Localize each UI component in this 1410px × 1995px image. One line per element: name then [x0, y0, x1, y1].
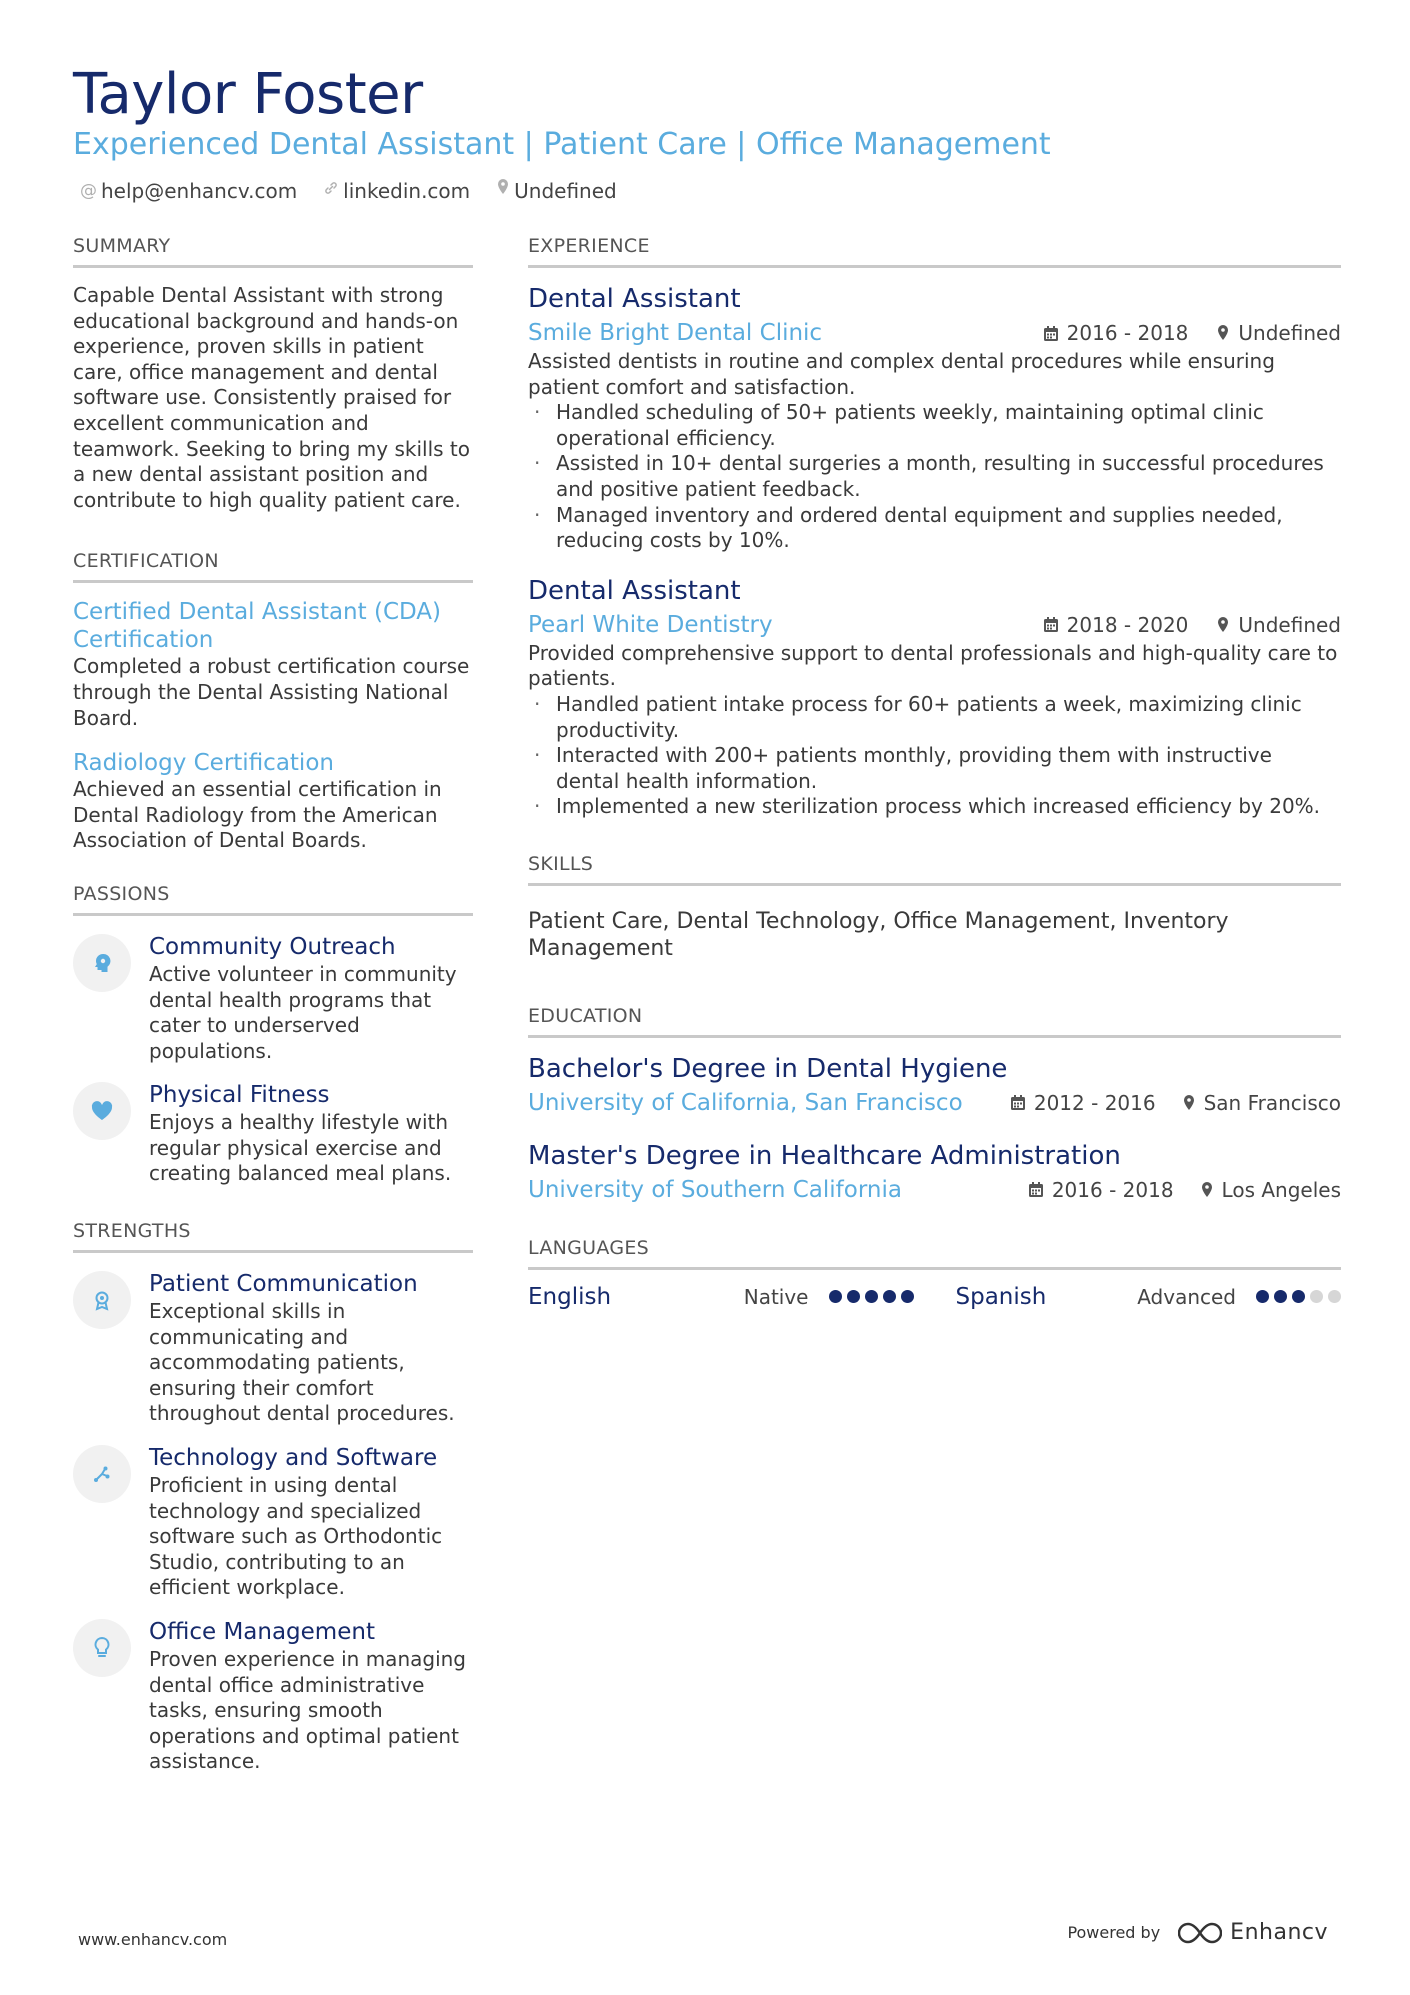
company-name: Pearl White Dentistry	[528, 611, 773, 638]
education-section	[528, 1002, 1341, 1206]
candidate-name: Taylor Foster	[73, 62, 423, 127]
bullet-item: · Handled patient intake process for 60+ patients a week, maximizing clinic productivity.	[528, 692, 1341, 743]
rating-dot-filled	[883, 1290, 896, 1303]
at-icon: @	[80, 181, 97, 201]
certification-section	[73, 547, 473, 854]
school-name: University of Southern California	[528, 1176, 902, 1203]
headline: Experienced Dental Assistant | Patient Care | Office Management	[73, 127, 1051, 162]
skills-text: Patient Care, Dental Technology, Office Management, Inventory Management	[528, 908, 1229, 961]
passions-section	[73, 880, 473, 1187]
passion-title: Physical Fitness	[149, 1082, 330, 1109]
passion-title: Community Outreach	[149, 933, 396, 960]
calendar-icon	[1043, 325, 1059, 342]
job-description: Provided comprehensive support to dental professionals and high-quality care to patients.	[528, 640, 1338, 691]
degree-title: Master's Degree in Healthcare Administration	[528, 1140, 1121, 1171]
job-title: Dental Assistant	[528, 575, 741, 606]
certification-item	[73, 598, 473, 731]
location-text: Undefined	[514, 179, 617, 203]
company-name: Smile Bright Dental Clinic	[528, 320, 823, 346]
languages-section	[528, 1234, 1341, 1310]
language-level: Native	[743, 1284, 809, 1309]
infinity-logo-icon	[1178, 1921, 1222, 1945]
certification-text: Completed a robust certification course through the Dental Assisting National Board.	[73, 654, 470, 730]
section-title: EXPERIENCE	[528, 232, 1341, 268]
job-description: Assisted dentists in routine and complex dental procedures while ensuring patient comfort and satisfaction.	[528, 349, 1275, 399]
rating-dot-filled	[1292, 1290, 1305, 1303]
bullet-item: · Assisted in 10+ dental surgeries a month, resulting in successful procedures and positive patient feedback.	[528, 451, 1341, 502]
rating-dot-filled	[1274, 1290, 1287, 1303]
lightbulb-icon	[73, 1619, 131, 1677]
location-pin-icon	[1200, 1181, 1214, 1199]
powered-by-text: Powered by	[1067, 1923, 1161, 1942]
location-pin-icon	[1182, 1094, 1196, 1112]
rating-dot-filled	[901, 1290, 914, 1303]
education-location: Los Angeles	[1200, 1178, 1341, 1202]
location-pin-icon	[1216, 324, 1230, 342]
job-entry	[528, 282, 1341, 554]
education-entry	[528, 1139, 1341, 1206]
rating-dot-empty	[1310, 1290, 1323, 1303]
rating-dot-filled	[829, 1290, 842, 1303]
language-name: English	[528, 1283, 612, 1310]
bullet-item: · Interacted with 200+ patients monthly, providing them with instructive dental health information.	[528, 743, 1341, 794]
location-pin-icon	[496, 176, 510, 206]
summary-section	[73, 232, 473, 513]
tech-icon	[73, 1445, 131, 1503]
heart-icon	[73, 1082, 131, 1140]
head-icon	[73, 934, 131, 992]
section-title: PASSIONS	[73, 880, 473, 916]
certification-title: Certified Dental Assistant (CDA) Certification	[73, 599, 442, 654]
bullet-item: · Implemented a new sterilization process which increased efficiency by 20%.	[528, 794, 1341, 820]
brand-name: Enhancv	[1230, 1920, 1328, 1945]
strength-text: Proven experience in managing dental office administrative tasks, ensuring smooth operations and optimal patient assistance.	[149, 1647, 466, 1774]
education-dates: 2012 - 2016	[1010, 1091, 1156, 1115]
section-title: SKILLS	[528, 850, 1341, 886]
footer-website[interactable]: www.enhancv.com	[78, 1930, 228, 1949]
right-column	[528, 232, 1341, 1340]
language-rating	[1256, 1290, 1341, 1303]
degree-title: Bachelor's Degree in Dental Hygiene	[528, 1053, 1008, 1084]
education-location: San Francisco	[1182, 1091, 1341, 1115]
calendar-icon	[1010, 1094, 1026, 1111]
award-icon	[73, 1271, 131, 1329]
certification-text: Achieved an essential certification in Dental Radiology from the American Association of Dental Boards.	[73, 777, 442, 853]
section-title: EDUCATION	[528, 1002, 1341, 1038]
education-dates: 2016 - 2018	[1028, 1178, 1174, 1202]
left-column	[73, 232, 473, 1809]
strength-text: Exceptional skills in communicating and accommodating patients, ensuring their comfort throughout dental procedures.	[149, 1299, 455, 1426]
school-name: University of California, San Francisco	[528, 1089, 963, 1116]
job-dates: 2018 - 2020	[1043, 613, 1189, 637]
strength-title: Office Management	[149, 1619, 375, 1645]
section-title: STRENGTHS	[73, 1217, 473, 1253]
job-location: Undefined	[1216, 321, 1341, 345]
skills-section	[528, 850, 1341, 962]
bullet-item: · Managed inventory and ordered dental equipment and supplies needed, reducing costs by 10%.	[528, 503, 1341, 554]
languages-row	[528, 1284, 1341, 1310]
rating-dot-filled	[847, 1290, 860, 1303]
brand-logo[interactable]	[1178, 1920, 1328, 1945]
link-icon	[323, 176, 339, 206]
certification-title: Radiology Certification	[73, 750, 334, 777]
linkedin-text: linkedin.com	[343, 179, 471, 203]
calendar-icon	[1028, 1181, 1044, 1198]
summary-text: Capable Dental Assistant with strong educational background and hands-on experience, proven skills in patient care, office management and dental software use. Consistently praised for excellent communication and teamwork. Seeking to bring my skills to a new dental assistant position and contribute to high quality patient care.	[73, 283, 471, 512]
rating-dot-filled	[1256, 1290, 1269, 1303]
job-bullets	[528, 400, 1341, 554]
contact-linkedin[interactable]	[323, 176, 470, 206]
section-title: LANGUAGES	[528, 1234, 1341, 1270]
passion-item	[73, 1080, 473, 1187]
job-title: Dental Assistant	[528, 284, 741, 314]
certification-item	[73, 749, 473, 854]
contact-bar	[80, 176, 617, 206]
strength-item	[73, 1617, 473, 1775]
section-title: CERTIFICATION	[73, 547, 473, 583]
passion-text: Enjoys a healthy lifestyle with regular physical exercise and creating balanced meal plans.	[149, 1110, 452, 1186]
calendar-icon	[1043, 616, 1059, 633]
strength-item	[73, 1269, 473, 1427]
job-location: Undefined	[1216, 613, 1341, 637]
passion-text: Active volunteer in community dental health programs that cater to underserved populations.	[149, 961, 457, 1063]
education-entry	[528, 1052, 1341, 1119]
email-text: help@enhancv.com	[101, 179, 298, 203]
strength-title: Technology and Software	[149, 1445, 438, 1472]
footer-branding	[1067, 1920, 1328, 1945]
language-name: Spanish	[955, 1283, 1047, 1310]
experience-section	[528, 232, 1341, 820]
job-entry	[528, 574, 1341, 820]
language-item	[528, 1284, 914, 1310]
contact-location	[496, 176, 617, 206]
location-pin-icon	[1216, 616, 1230, 634]
strength-title: Patient Communication	[149, 1271, 418, 1298]
strength-item	[73, 1443, 473, 1601]
bullet-item: · Handled scheduling of 50+ patients weekly, maintaining optimal clinic operational efficiency.	[528, 400, 1341, 451]
passion-item	[73, 932, 473, 1064]
contact-email[interactable]	[80, 176, 297, 206]
language-level: Advanced	[1137, 1284, 1236, 1309]
job-dates: 2016 - 2018	[1043, 321, 1189, 345]
language-rating	[829, 1290, 914, 1303]
language-item	[956, 1284, 1342, 1310]
rating-dot-empty	[1328, 1290, 1341, 1303]
job-bullets	[528, 692, 1341, 820]
rating-dot-filled	[865, 1290, 878, 1303]
strengths-section	[73, 1217, 473, 1775]
strength-text: Proficient in using dental technology and specialized software such as Orthodontic Studio, contributing to an efficient workplace.	[149, 1473, 443, 1600]
section-title: SUMMARY	[73, 232, 473, 268]
